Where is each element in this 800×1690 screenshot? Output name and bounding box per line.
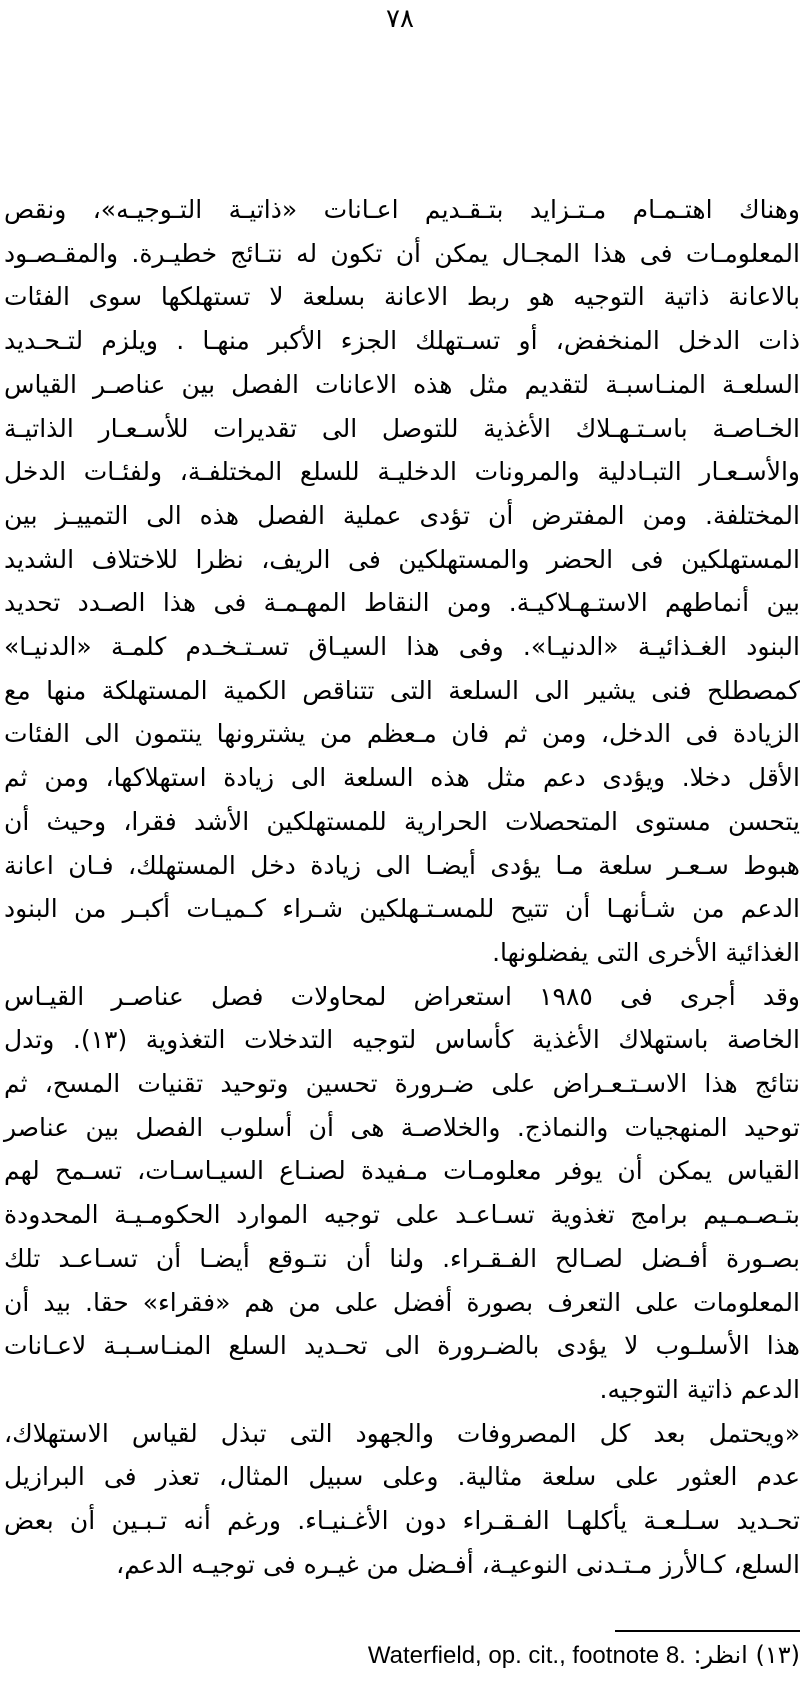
text-line: بصـورة أفـضل لصـالح الفـقـراء. ولنا أن نتـوقع أيضـا أن تسـاعـد تلك: [4, 1243, 800, 1273]
text-line: «ويحتمل بعد كل المصروفات والجهود التى تبذل لقياس الاستهلاك،: [4, 1418, 800, 1448]
text-line: المعلومات على التعرف بصورة أفضل على من هم «فقراء» حقا. بيد أن: [4, 1287, 800, 1317]
text-line: السلع، كـالأرز مـتـدنى النوعيـة، أفـضل من غيـره فى توجيـه الدعم،: [116, 1549, 800, 1579]
text-line: ذات الدخل المنخفض، أو تسـتهلك الجزء الأكبر منهـا . ويلزم لتـحـديد: [4, 326, 800, 356]
text-line: عدم العثور على سلعة مثالية. وعلى سبيل المثال، تعذر فى البرازيل: [4, 1462, 800, 1492]
text-line: الدعم ذاتية التوجيه.: [599, 1374, 800, 1404]
text-line: الدعم من شـأنهـا أن تتيح للمسـتـهلكين شـراء كـميـات أكبـر من البنود: [4, 894, 800, 924]
body-text: [4, 188, 800, 1587]
page-number: ٧٨: [386, 4, 414, 34]
text-line: كمصطلح فنى يشير الى السلعة التى تتناقص الكمية المستهلكة منها مع: [4, 675, 800, 705]
text-line: الغذائية الأخرى التى يفضلونها.: [492, 937, 800, 967]
text-line: المستهلكين فى الحضر والمستهلكين فى الريف، نظرا للاختلاف الشديد: [4, 544, 800, 574]
text-line: المختلفة. ومن المفترض أن تؤدى عملية الفصل هذه الى التمييـز بين: [4, 500, 800, 530]
text-line: هبوط سـعـر سلعة مـا يؤدى أيضـا الى زيادة دخل المستهلك، فـان اعانة: [4, 850, 800, 880]
text-line: الزيادة فى الدخل، ومن ثم فان مـعظم من يشترونها ينتمون الى الفئات: [4, 719, 800, 749]
text-line: البنود الغـذائيـة «الدنيـا». وفى هذا السيـاق تسـتـخـدم كلمـة «الدنيـا»: [4, 632, 800, 662]
text-line: نتائج هذا الاسـتـعـراض على ضـرورة تحسين وتوحيد تقنيات المسح، ثم: [4, 1069, 800, 1099]
text-line: الخـاصـة باسـتـهـلاك الأغذية للتوصل الى تقديرات للأسـعـار الذاتيـة: [4, 413, 800, 443]
footnote-citation: Waterfield, op. cit., footnote 8.: [367, 1642, 686, 1669]
text-line: بتـصـمـيم برامج تغذوية تسـاعـد على توجيه الموارد الحكومـيـة المحدودة: [4, 1200, 800, 1230]
footnote-reference: (١٣) انظر:: [693, 1641, 800, 1669]
text-line: المعلومـات فى هذا المجـال يمكن أن تكون له نتـائج خطيـرة. والمقـصـود: [4, 238, 800, 268]
text-line: السلعـة المنـاسبـة لتقديم مثل هذه الاعانات الفصل بين عناصـر القياس: [4, 369, 800, 399]
paragraph: [4, 975, 800, 1412]
text-line: يتحسن مستوى المتحصلات الحرارية للمستهلكين الأشد فقرا، وحيث أن: [4, 806, 800, 836]
text-line: القياس يمكن أن يوفر معلومـات مـفيدة لصنـاع السيـاسـات، تسـمح لهم: [4, 1156, 800, 1186]
text-line: الأقل دخلا. ويؤدى دعم مثل هذه السلعة الى زيادة استهلاكها، ومن ثم: [4, 763, 800, 793]
text-line: بالاعانة ذاتية التوجيه هو ربط الاعانة بسلعة لا تستهلكها سوى الفئات: [4, 282, 800, 312]
text-line: الخاصة باستهلاك الأغذية كأساس لتوجيه التدخلات التغذوية (١٣). وتدل: [4, 1025, 800, 1055]
text-line: بين أنماطهم الاستـهـلاكيـة. ومن النقاط المهـمـة فى هذا الصـدد تحديد: [4, 588, 800, 618]
text-line: تحـديد سـلـعـة يأكلهـا الفـقـراء دون الأغـنيـاء. ورغم أنه تـبـين أن بعض: [4, 1506, 800, 1536]
text-line: توحيد المنهجيات والنماذج. والخلاصـة هى أن أسلوب الفصل بين عناصر: [4, 1112, 800, 1142]
footnote-divider: [615, 1630, 800, 1632]
text-line: وهناك اهتـمـام مـتـزايد بتـقـديم اعـانات «ذاتيـة التـوجيـه»، ونقص: [4, 195, 800, 224]
text-line: هذا الأسلـوب لا يؤدى بالضـرورة الى تحـديد السلع المنـاسـبـة لاعـانات: [4, 1331, 800, 1361]
paragraph: [4, 188, 800, 975]
text-line: وقد أجرى فى ١٩٨٥ استعراض لمحاولات فصل عناصـر القيـاس: [4, 981, 800, 1011]
footnote: [0, 1640, 800, 1671]
paragraph: [4, 1412, 800, 1587]
text-line: والأسـعـار التبـادلية والمرونات الدخليـة للسلع المختلفـة، ولفئـات الدخل: [4, 457, 800, 487]
